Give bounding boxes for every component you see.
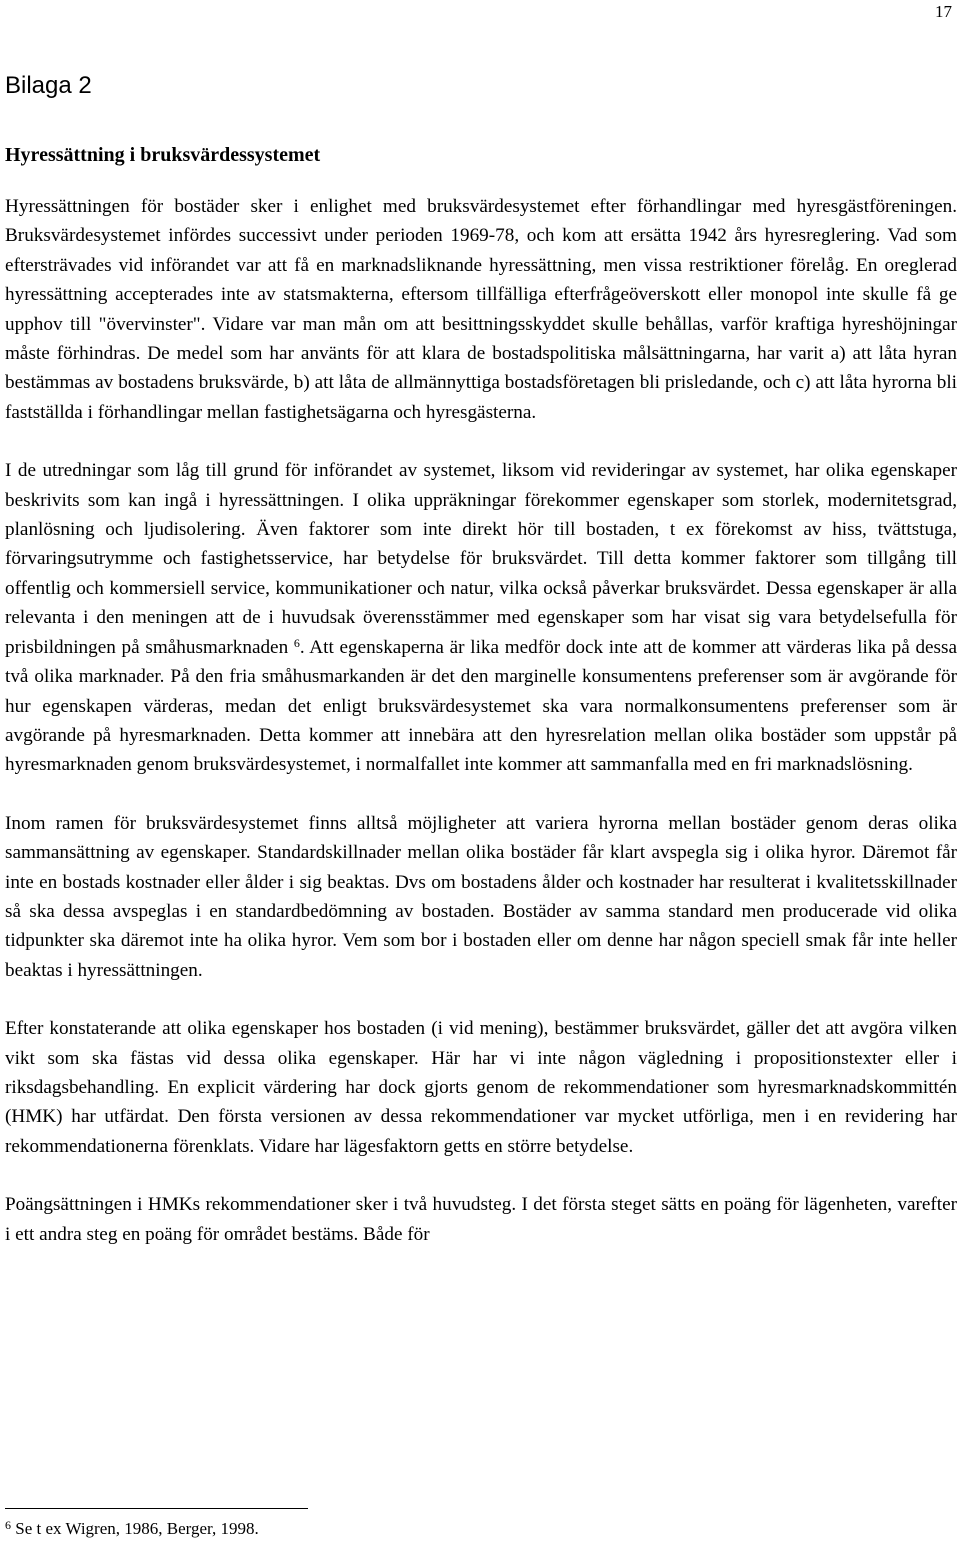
- footnote-divider: [5, 1508, 308, 1509]
- section-title: Hyressättning i bruksvärdessystemet: [5, 144, 321, 166]
- page-content: [5, 70, 957, 1278]
- paragraph-3: Inom ramen för bruksvärdesystemet finns alltså möjligheter att variera hyrorna mellan bostäder genom deras olika sammansättning av egenskaper. Standardskillnader mellan olika bostäder får klart avspegla sig i olika hyror. Däremot får inte en bostads kostnader eller ålder i sig beaktas. Dvs om bostadens ålder och kostnader har resulterat i kvalitetsskillnader så ska dessa avspeglas i en standardbedömning av bostaden. Bostäder av samma standard men producerade vid olika tidpunkter ska däremot inte ha olika hyror. Vem som bor i bostaden eller om denne har någon speciell smak får inte heller beaktas i hyressättningen.: [5, 812, 957, 981]
- paragraph-4: Efter konstaterande att olika egenskaper hos bostaden (i vid mening), bestämmer bruksvärdet, gäller det att avgöra vilken vikt som ska fästas vid dessa olika egenskaper. Här har vi inte någon vägledning i propositionstexter eller i riksdagsbehandling. En explicit värdering har dock gjorts genom de rekommendationer som hyresmarknadskommittén (HMK) har utfärdat. Den första versionen av dessa rekommendationer var mycket utförliga, men i en revidering har rekommendationerna förenklats. Vidare har lägesfaktorn getts en större betydelse.: [5, 1018, 957, 1157]
- paragraph-2-text-start: I de utredningar som låg till grund för införandet av systemet, liksom vid revideringar av systemet, har olika egenskaper beskrivits som kan ingå i hyressättningen. I olika uppräkningar förekommer egenskaper som storlek, modernitetsgrad, planlösning och ljudisolering. Även faktorer som inte direkt hör till bostaden, t ex förekomst av hiss, tvättstuga, förvaringsutrymme och fastighetsservice, har betydelse för bruksvärdet. Till detta kommer faktorer som tillgång till offentlig och kommersiell service, kommunikationer och natur, vilka också påverkar bruksvärdet. Dessa egenskaper är alla relevanta i den meningen att de i huvudsak överensstämmer med egenskaper som har visat sig vara betydelsefulla för prisbildningen på småhusmarknaden: [5, 460, 957, 658]
- appendix-title: Bilaga 2: [5, 72, 92, 99]
- footnote-reference: 6: [293, 635, 300, 650]
- footnote-text: Se t ex Wigren, 1986, Berger, 1998.: [11, 1519, 259, 1538]
- paragraph-1: Hyressättningen för bostäder sker i enlighet med bruksvärdesystemet efter förhandlingar med hyresgästföreningen. Bruksvärdesystemet infördes successivt under perioden 1969-78, och kom att ersätta 1942 års hyresreglering. Vad som eftersträvades vid införandet var att få en marknadsliknande hyressättning, men vissa restriktioner förelåg. En oreglerad hyressättning accepterades inte av statsmakterna, eftersom tillfälliga efterfrågeöverskott eller monopol inte skulle få ge upphov till "övervinster". Vidare var man mån om att besittningsskyddet skulle behållas, varför kraftiga hyreshöjningar måste förhindras. De medel som har använts för att klara de bostadspolitiska målsättningarna, har varit a) att låta hyran bestämmas av bostadens bruksvärde, b) att låta de allmännyttiga bostadsföretagen bli prisledande, och c) att låta hyrorna bli fastställda i förhandlingar mellan fastighetsägarna och hyresgästerna.: [5, 196, 957, 423]
- page-number: 17: [935, 2, 952, 21]
- footnote: [5, 1518, 259, 1540]
- paragraph-2: [5, 456, 957, 779]
- paragraph-5: Poängsättningen i HMKs rekommendationer sker i två huvudsteg. I det första steget sätts en poäng för lägenheten, varefter i ett andra steg en poäng för området bestäms. Både för: [5, 1194, 957, 1245]
- footnote-marker: 6: [5, 1518, 11, 1532]
- paragraph-2-text-end: . Att egenskaperna är lika medför dock inte att de kommer att värderas lika på dessa två olika marknader. På den fria småhusmarkanden är det den marginelle konsumentens preferenser som är avgörande för hur egenskapen värderas, medan det enligt bruksvärdesystemet ska vara normalkonsumentens preferenser som är avgörande på hyresmarknaden. Detta kommer att innebära att den hyresrelation mellan olika bostäder som uppstår på hyresmarknaden genom bruksvärdesystemet, i normalfallet inte kommer att sammanfalla med en fri marknadslösning.: [5, 636, 958, 776]
